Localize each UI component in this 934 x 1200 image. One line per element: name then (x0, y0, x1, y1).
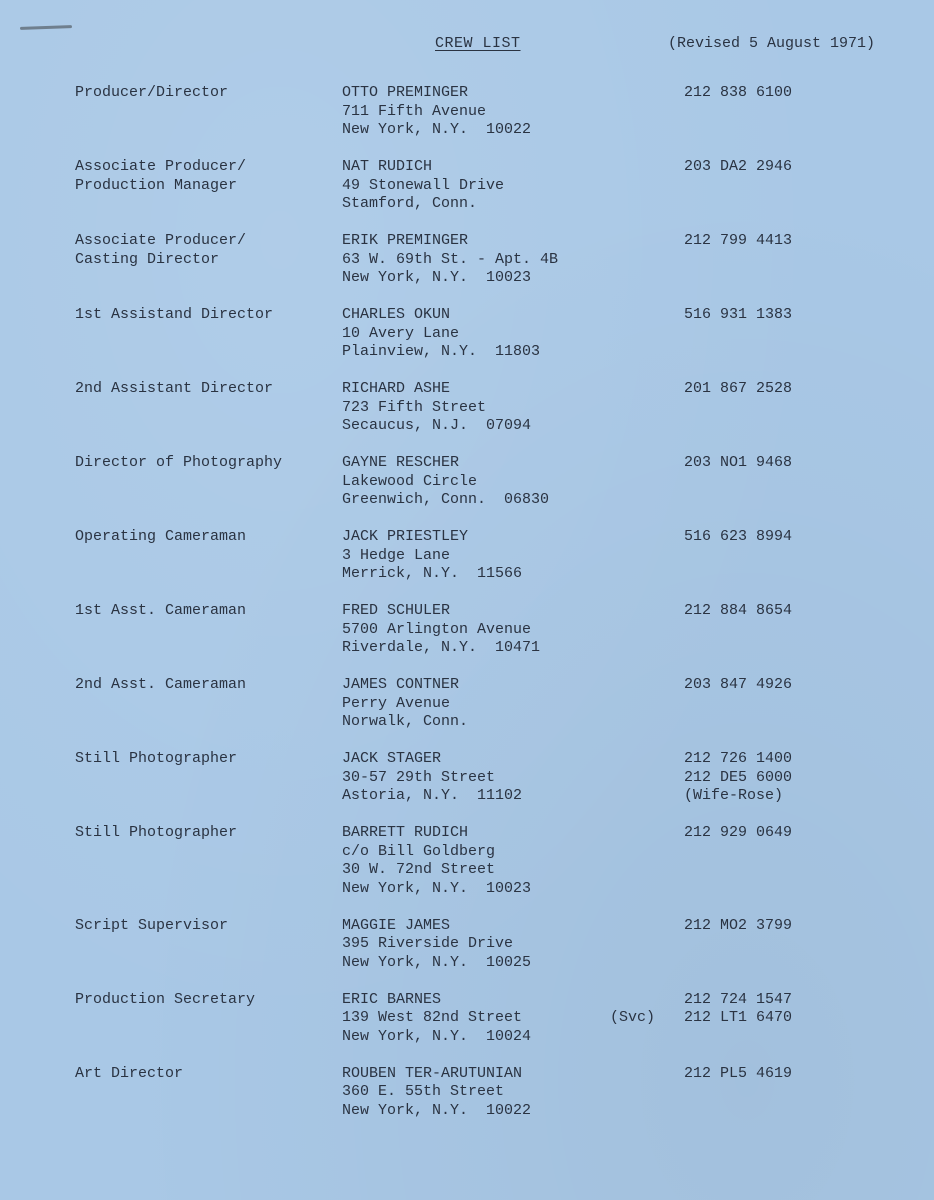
contact-details-line: NAT RUDICH (342, 158, 433, 175)
crew-list (0, 84, 934, 1139)
contact-details-line: New York, N.Y. 10022 (342, 1101, 532, 1119)
role-title (75, 1065, 335, 1084)
contact-details-line: MAGGIE JAMES (342, 916, 451, 934)
contact-details-line: Astoria, N.Y. 11102 (342, 787, 523, 804)
contact-details-line: 3 Hedge Lane (342, 546, 451, 564)
phone-numbers-line: 212 726 1400 (684, 750, 793, 767)
contact-details (342, 380, 612, 436)
contact-details-line: Greenwich, Conn. 06830 (342, 491, 550, 508)
phone-numbers-line: 212 MO2 3799 (684, 916, 793, 934)
contact-details-line: New York, N.Y. 10023 (342, 269, 532, 286)
phone-numbers-line: 516 931 1383 (684, 306, 793, 323)
phone-numbers (684, 454, 884, 473)
contact-details (342, 676, 612, 732)
contact-details-line: ROUBEN TER-ARUTUNIAN (342, 1064, 523, 1082)
contact-details-line: c/o Bill Goldberg (342, 842, 496, 860)
contact-details-line: Perry Avenue (342, 694, 451, 712)
contact-details (342, 306, 612, 362)
contact-details-line: 30-57 29th Street (342, 768, 496, 786)
role-title-line: Operating Cameraman (75, 528, 247, 545)
contact-details-line: FRED SCHULER (342, 602, 451, 619)
contact-details-line: 5700 Arlington Avenue (342, 620, 532, 638)
role-title (75, 380, 335, 399)
phone-numbers-line: 212 DE5 6000 (684, 768, 793, 786)
role-title-line: 1st Assistand Director (75, 306, 274, 323)
contact-details (342, 454, 612, 510)
contact-details (342, 750, 612, 806)
contact-details-line: 360 E. 55th Street (342, 1083, 505, 1100)
crew-entry (0, 528, 934, 602)
contact-details-line: OTTO PREMINGER (342, 84, 469, 101)
contact-details (342, 84, 612, 140)
phone-numbers (684, 528, 884, 547)
crew-entry (0, 380, 934, 454)
crew-entry (0, 84, 934, 158)
phone-numbers (684, 750, 884, 806)
role-title-line: 1st Asst. Cameraman (75, 602, 247, 619)
contact-details-line: Norwalk, Conn. (342, 713, 469, 730)
phone-numbers-line: 203 NO1 9468 (684, 454, 793, 471)
phone-numbers (684, 917, 884, 936)
role-title (75, 84, 335, 103)
phone-numbers-line: 212 LT1 6470 (684, 1009, 793, 1026)
contact-details-line: BARRETT RUDICH (342, 824, 469, 841)
role-title (75, 306, 335, 325)
contact-details-line: JACK STAGER (342, 750, 442, 767)
page-title: CREW LIST (435, 35, 521, 52)
role-title (75, 824, 335, 843)
contact-details-line: 30 W. 72nd Street (342, 861, 496, 878)
contact-details-line: ERIC BARNES (342, 990, 442, 1008)
phone-numbers-line: (Wife-Rose) (684, 787, 784, 804)
contact-details (342, 991, 612, 1047)
role-title-line: Production Secretary (75, 990, 256, 1008)
contact-details (342, 158, 612, 214)
role-title (75, 991, 335, 1010)
role-title-line: 2nd Asst. Cameraman (75, 676, 247, 693)
phone-numbers (684, 824, 884, 843)
role-title (75, 917, 335, 936)
role-title-line: Casting Director (75, 250, 220, 268)
crew-entry (0, 991, 934, 1065)
contact-details-line: Secaucus, N.J. 07094 (342, 417, 532, 434)
crew-entry (0, 1065, 934, 1139)
contact-details-line: 723 Fifth Street (342, 398, 487, 416)
phone-numbers-line: 516 623 8994 (684, 528, 793, 545)
contact-details-line: 10 Avery Lane (342, 324, 460, 342)
role-title (75, 528, 335, 547)
phone-numbers (684, 602, 884, 621)
role-title-line: Still Photographer (75, 750, 238, 767)
crew-entry (0, 158, 934, 232)
role-title-line: 2nd Assistant Director (75, 380, 274, 397)
staple-mark (20, 25, 72, 30)
phone-numbers-line: 201 867 2528 (684, 380, 793, 397)
crew-entry (0, 306, 934, 380)
contact-details-line: 395 Riverside Drive (342, 935, 514, 952)
phone-numbers-line: 212 724 1547 (684, 990, 793, 1008)
contact-details-line: New York, N.Y. 10023 (342, 879, 532, 897)
crew-entry (0, 676, 934, 750)
role-title-line: Associate Producer/ (75, 158, 247, 175)
crew-entry (0, 602, 934, 676)
contact-details-line: 139 West 82nd Street (342, 1009, 523, 1026)
phone-numbers (684, 991, 884, 1028)
role-title-line: Production Manager (75, 176, 238, 194)
contact-details (342, 824, 612, 898)
contact-details-line: 49 Stonewall Drive (342, 176, 505, 194)
contact-details-line: New York, N.Y. 10025 (342, 953, 532, 971)
contact-details (342, 232, 612, 288)
crew-entry (0, 750, 934, 824)
service-note: (Svc) (610, 1009, 656, 1026)
role-title-line: Still Photographer (75, 824, 238, 841)
contact-details (342, 602, 612, 658)
contact-details (342, 1065, 612, 1121)
phone-numbers-line: 212 799 4413 (684, 232, 793, 249)
role-title-line: Director of Photography (75, 454, 283, 471)
contact-details-line: CHARLES OKUN (342, 306, 451, 323)
crew-entry (0, 917, 934, 991)
phone-numbers (684, 232, 884, 251)
phone-numbers-line: 212 PL5 4619 (684, 1064, 793, 1082)
role-title (75, 454, 335, 473)
role-title (75, 232, 335, 269)
contact-details-line: New York, N.Y. 10024 (342, 1027, 532, 1045)
phone-numbers (684, 84, 884, 103)
phone-numbers (684, 306, 884, 325)
contact-details-line: JAMES CONTNER (342, 676, 460, 693)
role-title-line: Art Director (75, 1064, 184, 1082)
phone-numbers (684, 158, 884, 177)
contact-details (342, 528, 612, 584)
revision-note: (Revised 5 August 1971) (668, 35, 876, 52)
role-title-line: Script Supervisor (75, 916, 229, 934)
contact-details (342, 917, 612, 973)
role-title (75, 602, 335, 621)
contact-details-line: GAYNE RESCHER (342, 454, 460, 471)
phone-numbers (684, 380, 884, 399)
contact-details-line: ERIK PREMINGER (342, 232, 469, 249)
phone-numbers-line: 203 847 4926 (684, 676, 793, 693)
crew-entry (0, 824, 934, 917)
role-title (75, 676, 335, 695)
phone-numbers-line: 212 838 6100 (684, 84, 793, 101)
contact-details-line: Lakewood Circle (342, 472, 478, 490)
role-title-line: Associate Producer/ (75, 232, 247, 249)
role-title-line: Producer/Director (75, 84, 229, 101)
crew-entry (0, 454, 934, 528)
crew-entry (0, 232, 934, 306)
role-title (75, 750, 335, 769)
contact-details-line: Riverdale, N.Y. 10471 (342, 639, 541, 656)
contact-details-line: 711 Fifth Avenue (342, 102, 487, 120)
contact-details-line: Plainview, N.Y. 11803 (342, 343, 541, 360)
contact-details-line: New York, N.Y. 10022 (342, 121, 532, 138)
contact-details-line: Merrick, N.Y. 11566 (342, 565, 523, 582)
contact-details-line: 63 W. 69th St. - Apt. 4B (342, 250, 559, 268)
contact-details-line: RICHARD ASHE (342, 380, 451, 397)
phone-numbers-line: 212 929 0649 (684, 824, 793, 841)
role-title (75, 158, 335, 195)
contact-details-line: Stamford, Conn. (342, 195, 478, 212)
phone-numbers (684, 1065, 884, 1084)
phone-numbers-line: 203 DA2 2946 (684, 158, 793, 175)
phone-numbers-line: 212 884 8654 (684, 602, 793, 619)
phone-numbers (684, 676, 884, 695)
contact-details-line: JACK PRIESTLEY (342, 528, 469, 545)
